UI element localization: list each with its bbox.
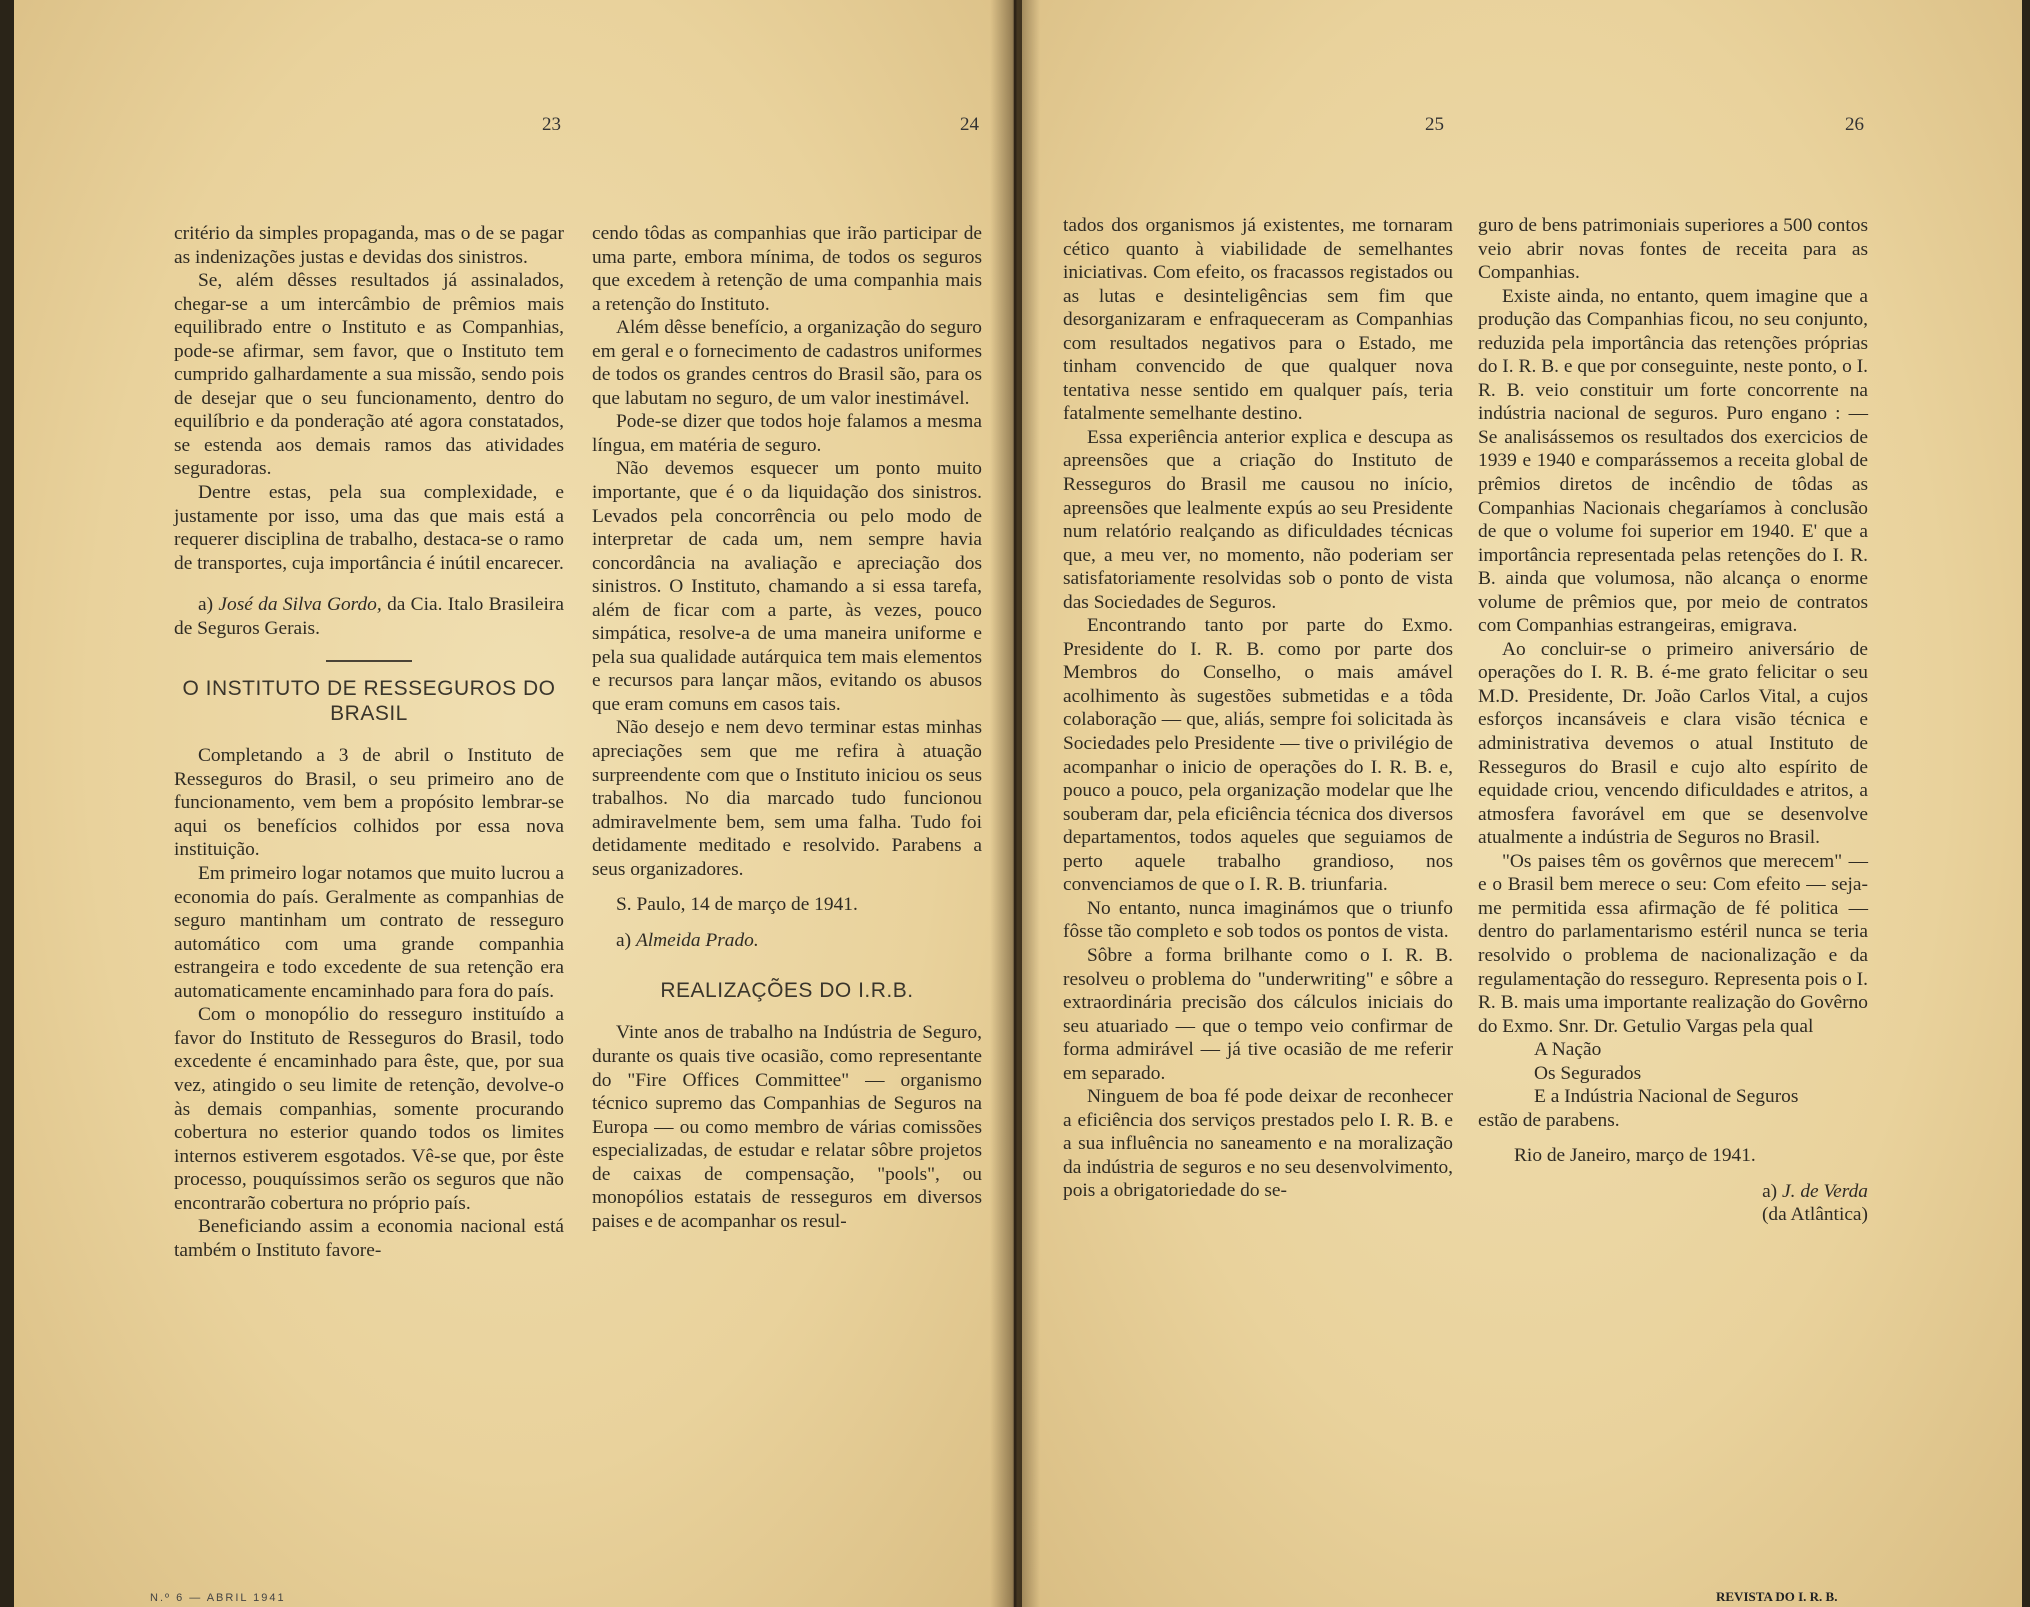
signature-affiliation: (da Atlântica): [1761, 1204, 1868, 1226]
toast-line: A Nação: [1534, 1039, 1602, 1061]
issue-footer: N.º 6 — ABRIL 1941: [150, 1592, 286, 1604]
section-heading: REALIZAÇÕES DO I.R.B.: [660, 979, 914, 1003]
paragraph: "Os paises têm os govêrnos que merecem" — e o Brasil bem merece o seu: Com efeito — seja-me permitida essa afirmação de fé politica — dentro do parlamentarismo estéril nunca se teria resolvido o problema de nacionalização e da regulamentação do resseguro. Representa pois o I. R. B. mais uma importante realização do Govêrno do Exmo. Snr. Dr. Getulio Vargas pela qual: [1478, 850, 1868, 1037]
paragraph: Com o monopólio do resseguro instituído a favor do Instituto de Resseguros do Brasil, todo excedente é encaminhado para êste, que, por sua vez, atingido o seu limite de retenção, devolve-o às demais companhias, somente procurando cobertura no esterior quando todos os limites internos estiverem esgotados. Vê-se que, por êste processo, pouquíssimos serão os seguros que não encontrarão cobertura no próprio país.: [174, 1004, 564, 1214]
toast-line: Os Segurados: [1534, 1062, 1642, 1084]
signature: [1478, 1180, 1868, 1204]
paragraph: Dentre estas, pela sua complexidade, e justamente por isso, uma das que mais está a requerer disciplina de trabalho, destaca-se o ramo de transportes, cuja importância é inútil encarecer.: [174, 482, 564, 574]
signature-name: J. de Verda: [1782, 1180, 1868, 1202]
paragraph: Essa experiência anterior explica e descupa as apreensões que a criação do Instituto de Resseguros do Brasil me causou no início, apreensões que lealmente expús ao seu Presidente num relatório realçando as dificuldades técnicas que, a meu ver, no momento, não poderiam ser satisfatoriamente resolvidas sob o ponto de vista das Sociedades de Seguros.: [1063, 426, 1453, 613]
toast-line: E a Indústria Nacional de Seguros: [1534, 1086, 1799, 1108]
paragraph: Vinte anos de trabalho na Indústria de Seguro, durante os quais tive ocasião, como representante do "Fire Offices Committee" — organismo técnico supremo das Companhias de Seguros na Europa — ou como membro de várias comissões especializadas, de estudar e relatar sôbre projetos de caixas de compensação, "pools", ou monopólios estatais de resseguros em diversos paises e de acompanhar os resul-: [592, 1022, 982, 1232]
paragraph: Não desejo e nem devo terminar estas minhas apreciações sem que me refira à atuação surpreendente com que o Instituto iniciou os seus trabalhos. No dia marcado tudo funcionou admiravelmente bem, sem uma falha. Tudo foi detidamente meditado e resolvido. Parabens a seus organizadores.: [592, 717, 982, 880]
paragraph: Além dêsse benefício, a organização do seguro em geral e o fornecimento de cadastros uniformes de todos os grandes centros do Brasil são, para os que labutam no seguro, de um valor inestimável.: [592, 317, 982, 409]
section-heading: O INSTITUTO DE RESSEGUROS DO BRASIL: [182, 677, 556, 726]
signature-prefix: a): [1762, 1180, 1778, 1202]
column-page-24: [592, 222, 982, 1233]
paragraph: Não devemos esquecer um ponto muito importante, que é o da liquidação dos sinistros. Levados pela concorrência ou pelo modo de interpretar de cada um, nem sempre havia concordância na avaliação e apreciação dos sinistros. O Instituto, chamando a si essa tarefa, além de ficar com a parte, às vezes, pouco simpática, resolve-a de uma maneira uniforme e pela sua qualidade autárquica tem mais elementos e recursos para lançar mãos, evitando os abusos que eram comuns em casos tais.: [592, 458, 982, 715]
paragraph: Existe ainda, no entanto, quem imagine que a produção das Companhias ficou, no seu conjunto, reduzida pela importância das retenções próprias do I. R. B. e que por conseguinte, neste ponto, o I. R. B. veio constituir um forte concorrente na indústria nacional de seguros. Puro engano : — Se analisássemos os resultados dos exercicios de 1939 e 1940 e comparássemos a receita global de prêmios diretos de incêndio de tôdas as Companhias Nacionais chegaríamos à conclusão de que o volume foi superior em 1940. E' que a importância representada pelas retenções do I. R. B. ainda que volumosa, não alcança o enorme volume de prêmios que, por meio de contratos com Companhias estrangeiras, emigrava.: [1478, 285, 1868, 637]
journal-footer: REVISTA DO I. R. B.: [1716, 1589, 1838, 1604]
paragraph: Em primeiro logar notamos que muito lucrou a economia do país. Geralmente as companhias de seguro mantinham um contrato de resseguro automático com uma grande companhia estrangeira e todo excedente de sua retenção era automaticamente encaminhado para fora do país.: [174, 863, 564, 1002]
signature-affiliation: da Cia. Italo Brasileira de Seguros Gerais.: [174, 594, 564, 639]
section-divider: [326, 660, 412, 662]
column-page-23: [174, 222, 564, 1262]
paragraph: Sôbre a forma brilhante como o I. R. B. resolveu o problema do "underwriting" e sôbre a extraordinária precisão dos cálculos iniciais do seu atuariado — que o tempo veio confirmar de forma admirável — já tive ocasião de me referir em separado.: [1063, 944, 1453, 1084]
page-number-25: 25: [1425, 114, 1444, 135]
signature: [174, 593, 564, 640]
paragraph: Pode-se dizer que todos hoje falamos a mesma língua, em matéria de seguro.: [592, 411, 982, 456]
paragraph: tados dos organismos já existentes, me tornaram cético quanto à viabilidade de semelhantes iniciativas. Com efeito, os fracassos registados ou as lutas e desinteligências sem fim que desorganizaram e enfraqueceram as Companhias com resultados negativos para o Estado, me tinham convencido de que qualquer nova tentativa nesse sentido em qualquer país, teria fatalmente semelhante destino.: [1063, 215, 1453, 425]
dateline: S. Paulo, 14 de março de 1941.: [616, 894, 858, 916]
column-page-25: [1063, 214, 1453, 1203]
signature-prefix: a): [198, 594, 214, 616]
page-number-23: 23: [542, 114, 561, 135]
toast-end: estão de parabens.: [1478, 1109, 1620, 1131]
book-gutter: [990, 0, 1040, 1607]
paragraph: Encontrando tanto por parte do Exmo. Presidente do I. R. B. como por parte dos Membros do Conselho, o mais amável acolhimento às sugestões submetidas e a tôda colaboração — que, aliás, sempre foi solicitada às Sociedades pelo Presidente — tive o privilégio de acompanhar o inicio de operações do I. R. B. e, pouco a pouco, pela organização modelar que lhe souberam dar, pela eficiência técnica dos diversos departamentos, todos aqueles que seguiamos de perto aquele trabalho grandioso, nos convenciamos de que o I. R. B. triunfaria.: [1063, 615, 1453, 896]
paragraph: Ao concluir-se o primeiro aniversário de operações do I. R. B. é-me grato felicitar o seu M.D. Presidente, Dr. João Carlos Vital, a cujos esforços incansáveis e clara visão técnica e administrativa devemos o atual Instituto de Resseguros do Brasil e cujo alto espírito de equidade criou, vencendo dificuldades e atritos, a atmosfera favorável em que se desenvolve atualmente a indústria de Seguros no Brasil.: [1478, 638, 1868, 849]
paragraph: guro de bens patrimoniais superiores a 500 contos veio abrir novas fontes de receita para as Companhias.: [1478, 215, 1868, 284]
paragraph: Ninguem de boa fé pode deixar de reconhecer a eficiência dos serviços prestados pelo I. R. B. e a sua influência no saneamento e na moralização da indústria de seguros e no seu desenvolvimento, pois a obrigatoriedade do se-: [1063, 1086, 1453, 1202]
signature-name: José da Silva Gordo,: [218, 594, 382, 616]
paragraph: Completando a 3 de abril o Instituto de Resseguros do Brasil, o seu primeiro ano de funcionamento, vem bem a propósito lembrar-se aqui os benefícios colhidos por essa nova instituição.: [174, 745, 564, 861]
signature-name: Almeida Prado.: [635, 929, 759, 951]
signature-prefix: a): [616, 929, 632, 951]
paragraph: Se, além dêsses resultados já assinalados, chegar-se a um intercâmbio de prêmios mais equilibrado entre o Instituto e as Companhias, pode-se afirmar, sem favor, que o Instituto tem cumprido galhardamente a sua missão, sendo pois de desejar que o seu funcionamento, dentro do equilíbrio e da ponderação até agora constatados, se estenda aos demais ramos das atividades seguradoras.: [174, 270, 564, 480]
paragraph: critério da simples propaganda, mas o de se pagar as indenizações justas e devidas dos sinistros.: [174, 223, 564, 268]
paragraph: cendo tôdas as companhias que irão participar de uma parte, embora mínima, de todos os seguros que excedem à retenção de uma companhia mais a retenção do Instituto.: [592, 223, 982, 315]
paragraph: Beneficiando assim a economia nacional está também o Instituto favore-: [174, 1216, 564, 1261]
dateline: Rio de Janeiro, março de 1941.: [1514, 1145, 1756, 1167]
signature: [592, 929, 982, 953]
page-number-26: 26: [1845, 114, 1864, 135]
column-page-26: [1478, 214, 1868, 1227]
paragraph: No entanto, nunca imaginámos que o triunfo fôsse tão completo e sob todos os pontos de vista.: [1063, 897, 1453, 943]
page-number-24: 24: [960, 114, 979, 135]
